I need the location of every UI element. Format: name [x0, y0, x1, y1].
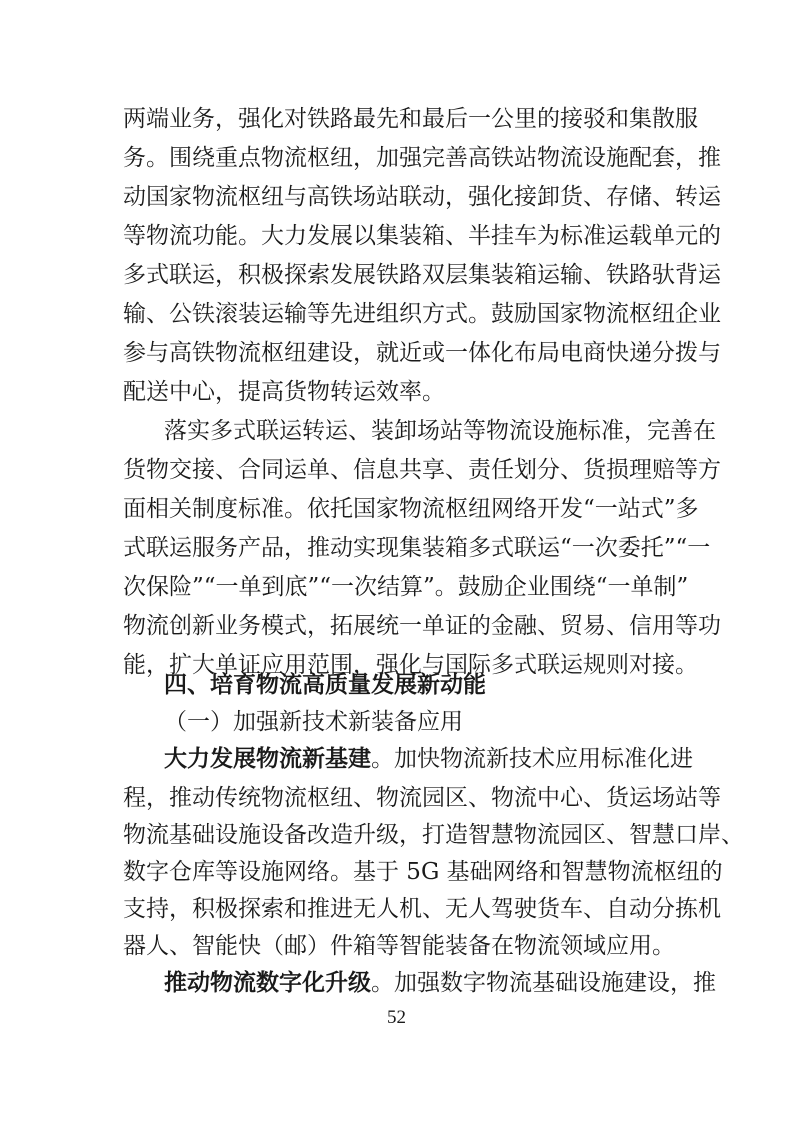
paragraph-lead-bold: 推动物流数字化升级	[164, 970, 371, 996]
body-text-line: 式联运服务产品，推动实现集装箱多式联运“一次委托”“一	[123, 535, 711, 561]
section-heading: 四、培育物流高质量发展新动能	[164, 672, 486, 698]
body-text-line: 参与高铁物流枢纽建设，就近或一体化布局电商快递分拨与	[123, 340, 721, 366]
paragraph-lead-line	[164, 744, 693, 774]
paragraph-lead-text: 。加强数字物流基础设施建设，推	[371, 970, 716, 996]
body-text-line: 物流创新业务模式，拓展统一单证的金融、贸易、信用等功	[123, 613, 721, 639]
body-text-line: 多式联运，积极探索发展铁路双层集装箱运输、铁路驮背运	[123, 262, 721, 288]
body-text-line: 动国家物流枢纽与高铁场站联动，强化接卸货、存储、转运	[123, 184, 721, 210]
body-text-line: 面相关制度标准。依托国家物流枢纽网络开发“一站式”多	[123, 496, 699, 522]
body-text-line: 数字仓库等设施网络。基于 5G 基础网络和智慧物流枢纽的	[123, 859, 723, 885]
paragraph-lead-bold: 大力发展物流新基建	[164, 746, 371, 772]
body-text-line: 物流基础设施设备改造升级，打造智慧物流园区、智慧口岸、	[123, 822, 744, 848]
body-text-line: 次保险”“一单到底”“一次结算”。鼓励企业围绕“一单制”	[123, 574, 689, 600]
body-text-line: 货物交接、合同运单、信息共享、责任划分、货损理赔等方	[123, 457, 721, 483]
subsection-heading: （一）加强新技术新装备应用	[164, 709, 463, 735]
body-text-line: 能，扩大单证应用范围，强化与国际多式联运规则对接。	[123, 652, 698, 678]
paragraph-lead-line	[164, 968, 716, 998]
body-text-line: 配送中心，提高货物转运效率。	[123, 379, 445, 405]
paragraph-lead-text: 。加快物流新技术应用标准化进	[371, 746, 693, 772]
body-text-line: 器人、智能快（邮）件箱等智能装备在物流领域应用。	[123, 933, 675, 959]
body-text-line: 两端业务，强化对铁路最先和最后一公里的接驳和集散服	[123, 106, 698, 132]
body-text-line: 务。围绕重点物流枢纽，加强完善高铁站物流设施配套，推	[123, 145, 721, 171]
body-text-line: 输、公铁滚装运输等先进组织方式。鼓励国家物流枢纽企业	[123, 301, 721, 327]
body-text-line: 程，推动传统物流枢纽、物流园区、物流中心、货运场站等	[123, 785, 721, 811]
paragraph-first-line: 落实多式联运转运、装卸场站等物流设施标准，完善在	[164, 418, 716, 444]
body-text-line: 等物流功能。大力发展以集装箱、半挂车为标准运载单元的	[123, 223, 721, 249]
page-number: 52	[387, 1007, 406, 1028]
body-text-line: 支持，积极探索和推进无人机、无人驾驶货车、自动分拣机	[123, 896, 721, 922]
